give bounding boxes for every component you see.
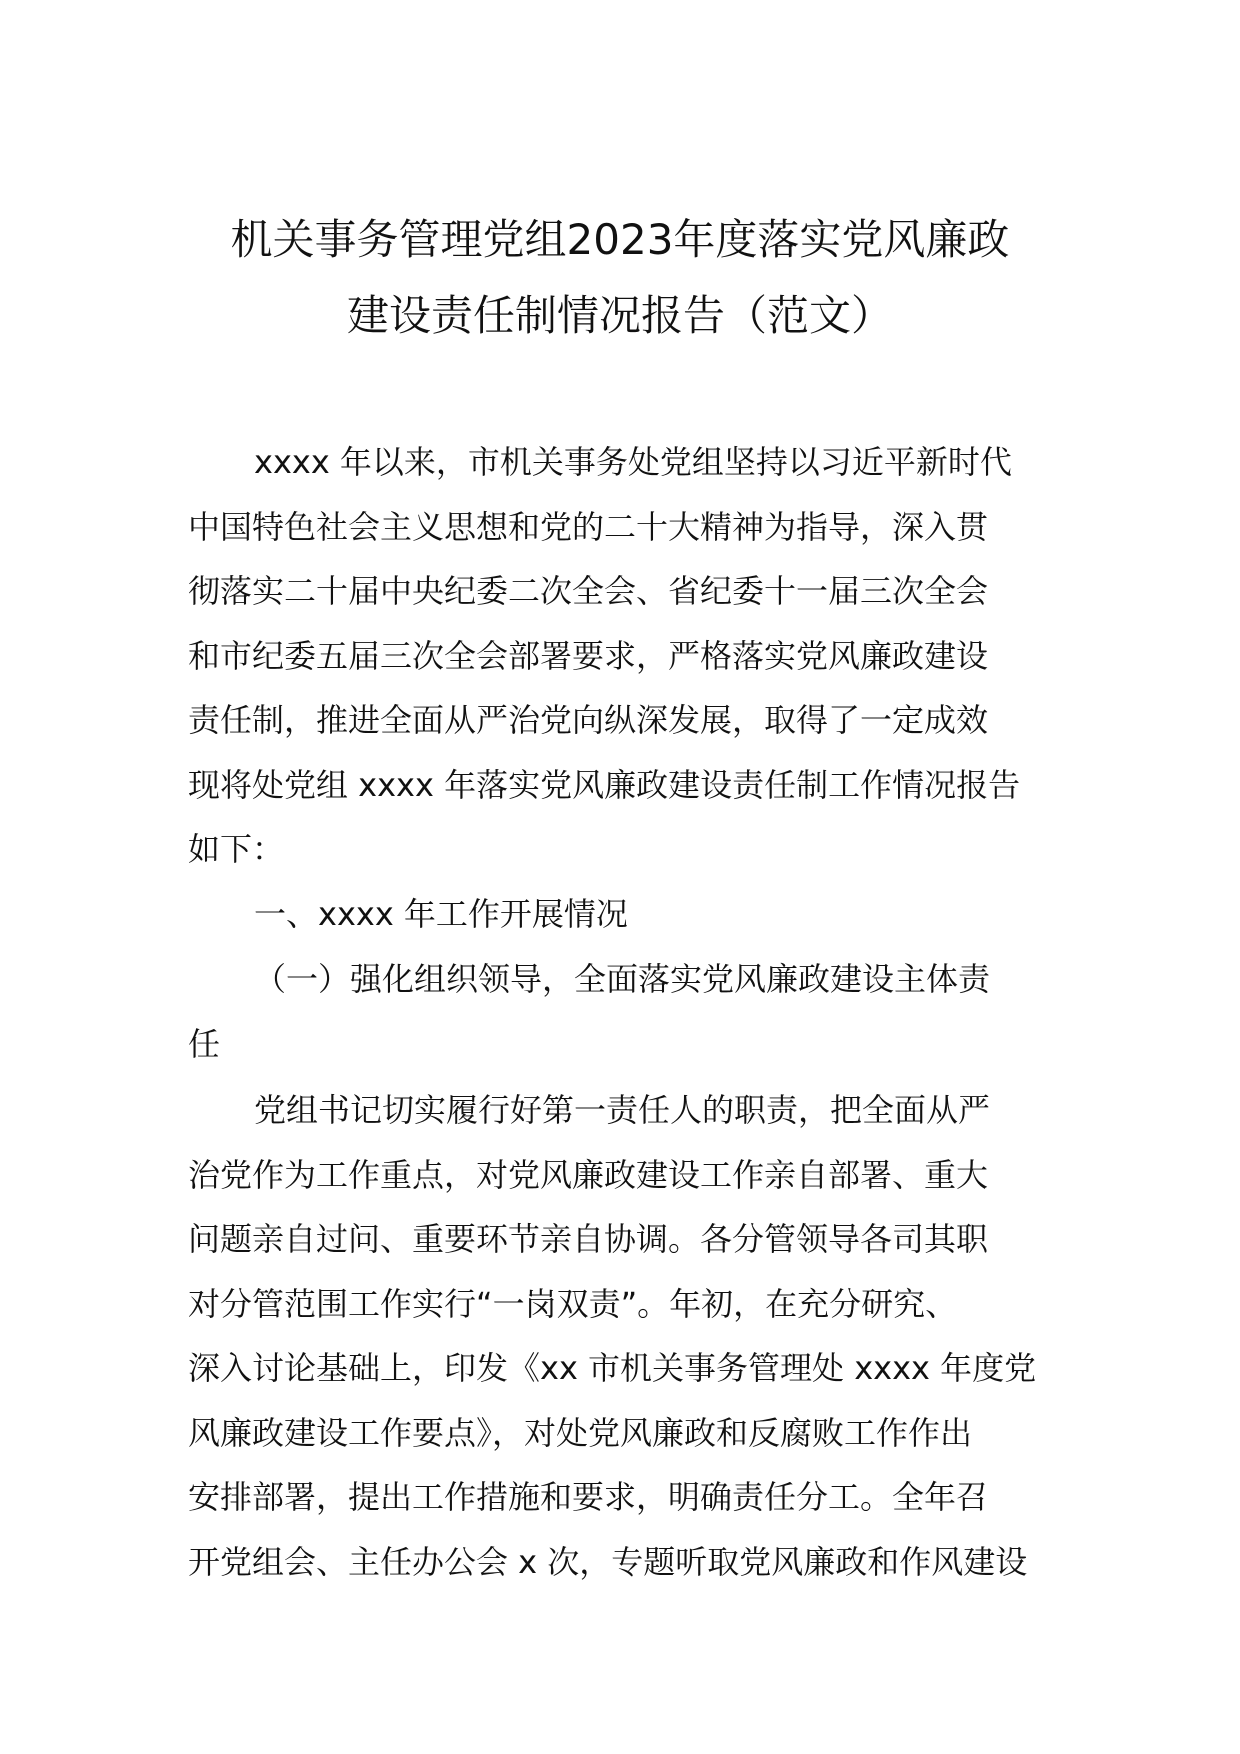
intro-line: 现将处党组 xxxx 年落实党风廉政建设责任制工作情况报告 [188,765,1021,804]
subsection-heading-line: （一）强化组织领导，全面落实党风廉政建设主体责 [254,960,991,998]
paragraph-line: 对分管范围工作实行“一岗双责”。年初，在充分研究、 [188,1284,958,1323]
paragraph-line: 党组书记切实履行好第一责任人的职责，把全面从严 [254,1091,991,1129]
paragraph-line: 安排部署，提出工作措施和要求，明确责任分工。全年召 [188,1478,989,1516]
subsection-heading-line: 任 [188,1024,221,1063]
intro-line: xxxx 年以来，市机关事务处党组坚持以习近平新时代 [254,443,1012,481]
section-heading-text: 一、xxxx 年工作开展情况 [254,895,628,933]
paragraph-line: 深入讨论基础上，印发《xx 市机关事务管理处 xxxx 年度党 [188,1349,1037,1387]
body-paragraph [188,1078,1056,1594]
intro-line: 彻落实二十届中央纪委二次全会、省纪委十一届三次全会 [188,572,989,610]
document-title [150,202,1090,354]
intro-paragraph [188,430,1056,882]
paragraph-line: 治党作为工作重点，对党风廉政建设工作亲自部署、重大 [188,1155,989,1194]
intro-line: 如下： [188,830,285,868]
title-line-2: 建设责任制情况报告（范文） [346,291,893,340]
paragraph-line: 开党组会、主任办公会 x 次，专题听取党风廉政和作风建设 [188,1542,1028,1581]
paragraph-line: 风廉政建设工作要点》，对处党风廉政和反腐败工作作出 [188,1413,973,1452]
title-line-1: 机关事务管理党组2023年度落实党风廉政 [230,215,1010,264]
intro-line: 中国特色社会主义思想和党的二十大精神为指导，深入贯 [188,507,989,546]
intro-line: 责任制，推进全面从严治党向纵深发展，取得了一定成效 [188,701,989,739]
subsection-heading [188,947,1056,1076]
paragraph-line: 问题亲自过问、重要环节亲自协调。各分管领导各司其职 [188,1220,989,1258]
section-heading [188,882,1056,947]
intro-line: 和市纪委五届三次全会部署要求，严格落实党风廉政建设 [188,636,989,675]
